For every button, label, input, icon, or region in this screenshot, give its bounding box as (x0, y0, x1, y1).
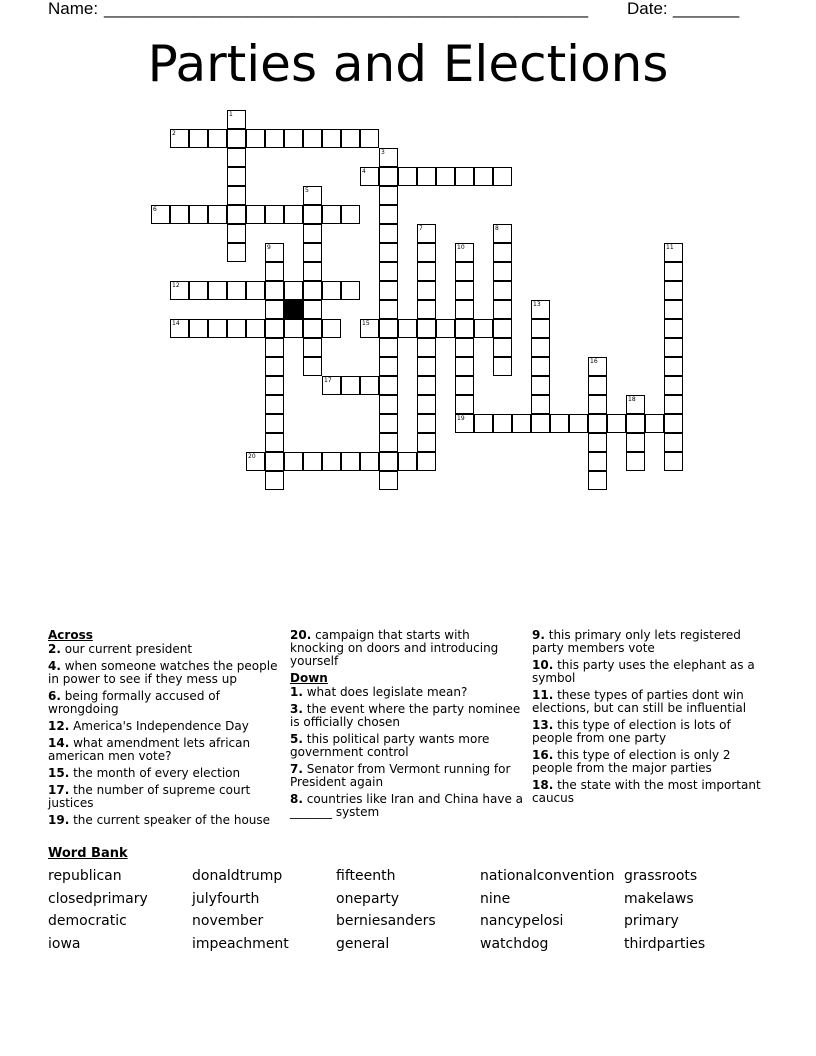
grid-cell[interactable] (265, 338, 284, 357)
grid-cell[interactable] (398, 319, 417, 338)
grid-cell[interactable] (531, 414, 550, 433)
clue-num: 4. (48, 659, 61, 673)
grid-cell[interactable] (170, 205, 189, 224)
clue-number: 6 (153, 206, 157, 213)
grid-cell[interactable] (265, 433, 284, 452)
clue-text: the event where the party nominee is officially chosen (290, 702, 521, 729)
grid-cell[interactable] (379, 414, 398, 433)
grid-cell[interactable] (664, 262, 683, 281)
grid-cell[interactable] (265, 471, 284, 490)
grid-cell[interactable] (360, 129, 379, 148)
clue-text: campaign that starts with knocking on doors and introducing yourself (290, 628, 499, 668)
across-clue (48, 690, 284, 716)
grid-cell[interactable] (379, 395, 398, 414)
grid-cell[interactable] (626, 452, 645, 471)
grid-cell[interactable] (303, 186, 322, 205)
grid-cell[interactable] (360, 376, 379, 395)
grid-cell[interactable] (417, 319, 436, 338)
across-clue (48, 737, 284, 763)
grid-cell[interactable] (569, 414, 588, 433)
grid-cell[interactable] (265, 357, 284, 376)
grid-cell[interactable] (284, 319, 303, 338)
clue-number: 2 (172, 130, 176, 137)
grid-cell[interactable] (398, 452, 417, 471)
word-bank-item: donaldtrump (192, 868, 283, 884)
clue-num: 20. (290, 628, 312, 642)
grid-cell[interactable] (379, 471, 398, 490)
grid-cell[interactable] (493, 319, 512, 338)
clue-text: this party uses the elephant as a symbol (532, 658, 755, 685)
grid-cell[interactable] (645, 414, 664, 433)
clue-num: 15. (48, 766, 70, 780)
word-bank-item: thirdparties (624, 935, 706, 952)
grid-cell[interactable] (360, 319, 379, 338)
grid-cell[interactable] (664, 376, 683, 395)
clue-number: 5 (305, 187, 309, 194)
grid-cell[interactable] (664, 357, 683, 376)
clue-text: these types of parties dont win elections, but can still be influential (532, 688, 747, 715)
grid-cell[interactable] (246, 452, 265, 471)
grid-cell[interactable] (208, 319, 227, 338)
date-label: Date: (627, 0, 668, 18)
grid-cell[interactable] (170, 319, 189, 338)
grid-cell[interactable] (455, 167, 474, 186)
grid-cell[interactable] (227, 110, 246, 129)
grid-cell[interactable] (227, 224, 246, 243)
clue-text: the state with the most important caucus (532, 778, 761, 805)
grid-cell[interactable] (664, 281, 683, 300)
grid-cell[interactable] (322, 281, 341, 300)
grid-cell[interactable] (474, 319, 493, 338)
grid-cell[interactable] (303, 224, 322, 243)
clue-num: 11. (532, 688, 554, 702)
clue-number: 20 (248, 453, 256, 460)
word-bank-heading: Word Bank (48, 846, 128, 861)
grid-cell[interactable] (303, 338, 322, 357)
grid-cell[interactable] (284, 129, 303, 148)
grid-cell[interactable] (227, 186, 246, 205)
word-bank-item: julyfourth (192, 890, 260, 907)
grid-cell[interactable] (588, 376, 607, 395)
grid-cell[interactable] (265, 376, 284, 395)
grid-cell[interactable] (246, 205, 265, 224)
grid-cell[interactable] (512, 414, 531, 433)
grid-cell[interactable] (493, 357, 512, 376)
page-title: Parties and Elections (147, 35, 669, 93)
grid-cell[interactable] (303, 357, 322, 376)
grid-cell[interactable] (265, 129, 284, 148)
down-clue (532, 689, 768, 715)
grid-cell[interactable] (417, 433, 436, 452)
grid-cell[interactable] (417, 224, 436, 243)
grid-cell[interactable] (417, 300, 436, 319)
grid-cell[interactable] (189, 205, 208, 224)
grid-cell[interactable] (189, 129, 208, 148)
grid-cell[interactable] (379, 186, 398, 205)
grid-cell[interactable] (607, 414, 626, 433)
grid-cell[interactable] (303, 281, 322, 300)
word-bank-item: general (336, 935, 390, 952)
grid-cell[interactable] (664, 433, 683, 452)
grid-cell[interactable] (398, 167, 417, 186)
word-bank-item: watchdog (480, 935, 549, 952)
grid-cell[interactable] (227, 129, 246, 148)
down-heading: Down (290, 671, 328, 685)
clue-text: countries like Iran and China have a _______ system (290, 792, 524, 819)
clue-num: 2. (48, 642, 61, 656)
clue-number: 15 (362, 320, 370, 327)
grid-cell[interactable] (227, 281, 246, 300)
grid-cell[interactable] (664, 414, 683, 433)
name-label: Name: (48, 0, 99, 18)
grid-cell[interactable] (265, 395, 284, 414)
across-heading: Across (48, 628, 93, 642)
grid-cell[interactable] (455, 319, 474, 338)
down-clue (532, 719, 768, 745)
grid-cell[interactable] (379, 376, 398, 395)
grid-cell[interactable] (417, 452, 436, 471)
grid-cell[interactable] (322, 376, 341, 395)
grid-cell[interactable] (341, 281, 360, 300)
grid-cell[interactable] (664, 300, 683, 319)
grid-cell[interactable] (626, 414, 645, 433)
clue-text: when someone watches the people in power to see if they mess up (48, 659, 278, 686)
clue-number: 11 (666, 244, 674, 251)
grid-cell[interactable] (417, 357, 436, 376)
clue-number: 4 (362, 168, 366, 175)
across-clue (48, 720, 284, 733)
clue-text: this type of election is lots of people from one party (532, 718, 731, 745)
across-clues-col1 (48, 629, 284, 831)
across-clue (290, 629, 526, 668)
grid-cell[interactable] (455, 300, 474, 319)
grid-cell[interactable] (474, 414, 493, 433)
clue-number: 7 (419, 225, 423, 232)
grid-cell[interactable] (303, 205, 322, 224)
grid-cell[interactable] (303, 319, 322, 338)
clue-num: 6. (48, 689, 61, 703)
down-clue (290, 733, 526, 759)
crossword-grid (0, 0, 816, 500)
grid-cell[interactable] (379, 319, 398, 338)
clue-number: 8 (495, 225, 499, 232)
clue-number: 14 (172, 320, 180, 327)
blocked-cell (284, 300, 303, 319)
grid-cell[interactable] (493, 281, 512, 300)
grid-cell[interactable] (265, 300, 284, 319)
date-line[interactable]: _______ (673, 0, 740, 18)
grid-cell[interactable] (284, 205, 303, 224)
grid-cell[interactable] (455, 281, 474, 300)
clue-num: 7. (290, 762, 303, 776)
grid-cell[interactable] (588, 471, 607, 490)
grid-cell[interactable] (189, 281, 208, 300)
grid-cell[interactable] (664, 338, 683, 357)
grid-cell[interactable] (227, 319, 246, 338)
grid-cell[interactable] (379, 300, 398, 319)
grid-cell[interactable] (379, 262, 398, 281)
clue-number: 12 (172, 282, 180, 289)
grid-cell[interactable] (493, 338, 512, 357)
grid-cell[interactable] (170, 281, 189, 300)
grid-cell[interactable] (531, 319, 550, 338)
clue-text: America's Independence Day (69, 719, 249, 733)
grid-cell[interactable] (379, 205, 398, 224)
grid-cell[interactable] (493, 167, 512, 186)
grid-cell[interactable] (208, 281, 227, 300)
down-clue (532, 749, 768, 775)
down-clue (290, 763, 526, 789)
grid-cell[interactable] (265, 262, 284, 281)
grid-cell[interactable] (303, 300, 322, 319)
grid-cell[interactable] (417, 243, 436, 262)
grid-cell[interactable] (189, 319, 208, 338)
clue-number: 9 (267, 244, 271, 251)
grid-cell[interactable] (379, 433, 398, 452)
clue-text: what amendment lets african american men vote? (48, 736, 251, 763)
clue-number: 10 (457, 244, 465, 251)
across-clue (48, 814, 284, 827)
clue-number: 16 (590, 358, 598, 365)
grid-cell[interactable] (455, 243, 474, 262)
grid-cell[interactable] (493, 414, 512, 433)
clue-num: 14. (48, 736, 70, 750)
grid-cell[interactable] (227, 205, 246, 224)
grid-cell[interactable] (303, 262, 322, 281)
grid-cell[interactable] (379, 148, 398, 167)
clue-num: 19. (48, 813, 70, 827)
grid-cell[interactable] (227, 148, 246, 167)
word-bank-item: nancypelosi (480, 913, 564, 929)
grid-cell[interactable] (341, 452, 360, 471)
grid-cell[interactable] (588, 395, 607, 414)
grid-cell[interactable] (379, 243, 398, 262)
grid-cell[interactable] (493, 224, 512, 243)
grid-cell[interactable] (322, 129, 341, 148)
clue-text: Senator from Vermont running for President again (290, 762, 511, 789)
grid-cell[interactable] (360, 452, 379, 471)
clues-col2 (290, 629, 526, 823)
grid-cell[interactable] (246, 319, 265, 338)
grid-cell[interactable] (379, 281, 398, 300)
grid-cell[interactable] (455, 262, 474, 281)
grid-cell[interactable] (664, 243, 683, 262)
clue-num: 12. (48, 719, 70, 733)
grid-cell[interactable] (436, 319, 455, 338)
word-bank-item: oneparty (336, 890, 400, 907)
grid-cell[interactable] (455, 376, 474, 395)
grid-cell[interactable] (341, 129, 360, 148)
grid-cell[interactable] (379, 167, 398, 186)
grid-cell[interactable] (341, 205, 360, 224)
clue-num: 17. (48, 783, 70, 797)
grid-cell[interactable] (379, 338, 398, 357)
grid-cell[interactable] (455, 338, 474, 357)
clue-number: 1 (229, 111, 233, 118)
grid-cell[interactable] (531, 376, 550, 395)
grid-cell[interactable] (265, 452, 284, 471)
down-clue (532, 629, 768, 655)
clue-number: 18 (628, 396, 636, 403)
clue-text: the month of every election (69, 766, 241, 780)
clue-num: 1. (290, 685, 303, 699)
grid-cell[interactable] (417, 414, 436, 433)
word-bank-item: nationalconvention (480, 868, 615, 884)
across-clue (48, 767, 284, 780)
down-clue (532, 779, 768, 805)
grid-cell[interactable] (322, 205, 341, 224)
grid-cell[interactable] (417, 376, 436, 395)
grid-cell[interactable] (322, 452, 341, 471)
grid-cell[interactable] (208, 129, 227, 148)
grid-cell[interactable] (588, 357, 607, 376)
clue-num: 18. (532, 778, 554, 792)
grid-cell[interactable] (284, 452, 303, 471)
down-clues-col3 (532, 629, 768, 809)
grid-cell[interactable] (265, 205, 284, 224)
clue-text: being formally accused of wrongdoing (48, 689, 220, 716)
grid-cell[interactable] (379, 452, 398, 471)
word-bank-item: republican (48, 868, 122, 884)
down-clue (290, 793, 526, 819)
grid-cell[interactable] (246, 129, 265, 148)
word-bank-item: iowa (48, 935, 81, 952)
clue-number: 13 (533, 301, 541, 308)
grid-cell[interactable] (151, 205, 170, 224)
grid-cell[interactable] (208, 205, 227, 224)
grid-cell[interactable] (303, 129, 322, 148)
clue-num: 10. (532, 658, 554, 672)
grid-cell[interactable] (455, 414, 474, 433)
across-clue (48, 643, 284, 656)
clue-text: the number of supreme court justices (48, 783, 251, 810)
grid-cell[interactable] (360, 167, 379, 186)
grid-cell[interactable] (170, 129, 189, 148)
grid-cell[interactable] (341, 376, 360, 395)
grid-cell[interactable] (246, 281, 265, 300)
grid-cell[interactable] (550, 414, 569, 433)
clue-num: 13. (532, 718, 554, 732)
grid-cell[interactable] (417, 281, 436, 300)
word-bank-item: makelaws (624, 890, 694, 907)
grid-cell[interactable] (265, 319, 284, 338)
grid-cell[interactable] (417, 338, 436, 357)
word-bank-item: fifteenth (336, 868, 396, 884)
clue-text: this primary only lets registered party members vote (532, 628, 741, 655)
word-bank-item: closedprimary (48, 890, 148, 907)
word-bank-item: nine (480, 890, 511, 907)
clue-text: the current speaker of the house (69, 813, 271, 827)
name-line[interactable]: ______________________________________________________ (104, 0, 588, 18)
grid-cell[interactable] (227, 243, 246, 262)
grid-cell[interactable] (626, 433, 645, 452)
grid-cell[interactable] (531, 395, 550, 414)
down-clue (532, 659, 768, 685)
word-bank-item: impeachment (192, 935, 289, 952)
across-clue (48, 660, 284, 686)
grid-cell[interactable] (626, 395, 645, 414)
grid-cell[interactable] (417, 395, 436, 414)
down-clue (290, 703, 526, 729)
grid-cell[interactable] (227, 167, 246, 186)
down-clue (290, 686, 526, 699)
grid-cell[interactable] (455, 357, 474, 376)
grid-cell[interactable] (664, 319, 683, 338)
clue-num: 8. (290, 792, 303, 806)
grid-cell[interactable] (531, 357, 550, 376)
word-bank-item: democratic (48, 913, 127, 929)
grid-cell[interactable] (417, 167, 436, 186)
across-clue (48, 784, 284, 810)
grid-cell[interactable] (303, 452, 322, 471)
grid-cell[interactable] (303, 243, 322, 262)
clue-text: what does legislate mean? (302, 685, 468, 699)
grid-cell[interactable] (588, 433, 607, 452)
grid-cell[interactable] (531, 338, 550, 357)
clue-num: 16. (532, 748, 554, 762)
word-bank-item: grassroots (624, 868, 698, 884)
grid-cell[interactable] (664, 395, 683, 414)
grid-cell[interactable] (284, 281, 303, 300)
grid-cell[interactable] (531, 300, 550, 319)
clue-number: 19 (457, 415, 465, 422)
clue-num: 9. (532, 628, 545, 642)
grid-cell[interactable] (588, 414, 607, 433)
grid-cell[interactable] (493, 262, 512, 281)
grid-cell[interactable] (588, 452, 607, 471)
grid-cell[interactable] (322, 319, 341, 338)
clue-num: 3. (290, 702, 303, 716)
grid-cell[interactable] (265, 414, 284, 433)
clue-number: 3 (381, 149, 385, 156)
grid-cell[interactable] (493, 243, 512, 262)
clue-text: this type of election is only 2 people from the major parties (532, 748, 731, 775)
grid-cell[interactable] (417, 262, 436, 281)
clue-number: 17 (324, 377, 332, 384)
clue-text: our current president (60, 642, 193, 656)
clue-text: this political party wants more government control (290, 732, 490, 759)
word-bank-item: primary (624, 913, 679, 929)
grid-cell[interactable] (436, 167, 455, 186)
grid-cell[interactable] (455, 395, 474, 414)
word-bank-item: berniesanders (336, 913, 436, 929)
word-bank-item: november (192, 913, 264, 929)
grid-cell[interactable] (265, 281, 284, 300)
grid-cell[interactable] (474, 167, 493, 186)
grid-cell[interactable] (493, 300, 512, 319)
grid-cell[interactable] (379, 224, 398, 243)
grid-cell[interactable] (379, 357, 398, 376)
clue-num: 5. (290, 732, 303, 746)
grid-cell[interactable] (664, 452, 683, 471)
grid-cell[interactable] (265, 243, 284, 262)
